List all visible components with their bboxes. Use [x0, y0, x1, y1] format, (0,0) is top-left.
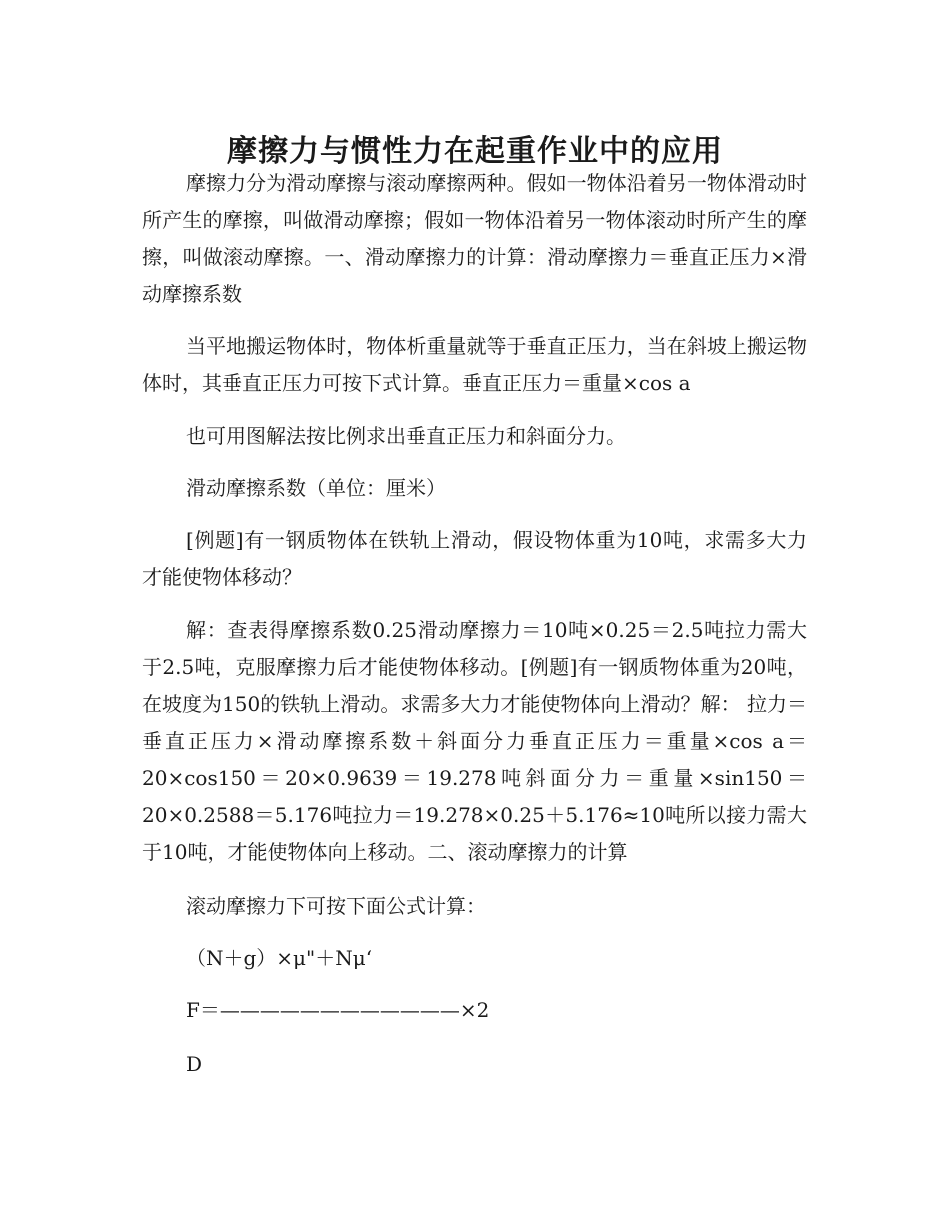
paragraph-solution: 解：查表得摩擦系数0.25滑动摩擦力＝10吨×0.25＝2.5吨拉力需大于2.5吨，克服摩擦力后才能使物体移动。[例题]有一钢质物体重为20吨，在坡度为150的铁轨上滑动。求需多大力才能使物体向上滑动？解： 拉力＝垂直正压力×滑动摩擦系数＋斜面分力垂直正压力＝重量×cos a＝20×cos150＝20×0.9639＝19.278吨斜面分力＝重量×sin150＝20×0.2588＝5.176吨拉力＝19.278×0.25＋5.176≈10吨所以接力需大于10吨，才能使物体向上移动。二、滚动摩擦力的计算	[142, 618, 807, 864]
paragraph-normal-pressure: 当平地搬运物体时，物体析重量就等于垂直正压力，当在斜坡上搬运物体时，其垂直正压力可按下式计算。垂直正压力＝重量×cos a	[142, 334, 807, 395]
paragraph-rolling-formula-intro: 滚动摩擦力下可按下面公式计算：	[186, 894, 486, 918]
formula-numerator: （N＋g）×μ"＋Nμ‘	[186, 946, 373, 970]
formula-fraction-line: F＝————————————×2	[186, 998, 490, 1022]
paragraph-graphic-method: 也可用图解法按比例求出垂直正压力和斜面分力。	[186, 424, 626, 448]
paragraph-coefficient-heading: 滑动摩擦系数（单位：厘米）	[186, 476, 446, 500]
paragraph-example-1: [例题]有一钢质物体在铁轨上滑动，假设物体重为10吨，求需多大力才能使物体移动？	[142, 528, 807, 589]
paragraph-sliding-friction-intro: 摩擦力分为滑动摩擦与滚动摩擦两种。假如一物体沿着另一物体滑动时所产生的摩擦，叫做滑动摩擦；假如一物体沿着另一物体滚动时所产生的摩擦，叫做滚动摩擦。一、滑动摩擦力的计算：滑动摩擦力＝垂直正压力×滑动摩擦系数	[142, 171, 807, 306]
formula-denominator: D	[186, 1052, 203, 1076]
document-title: 摩擦力与惯性力在起重作业中的应用	[227, 134, 723, 170]
